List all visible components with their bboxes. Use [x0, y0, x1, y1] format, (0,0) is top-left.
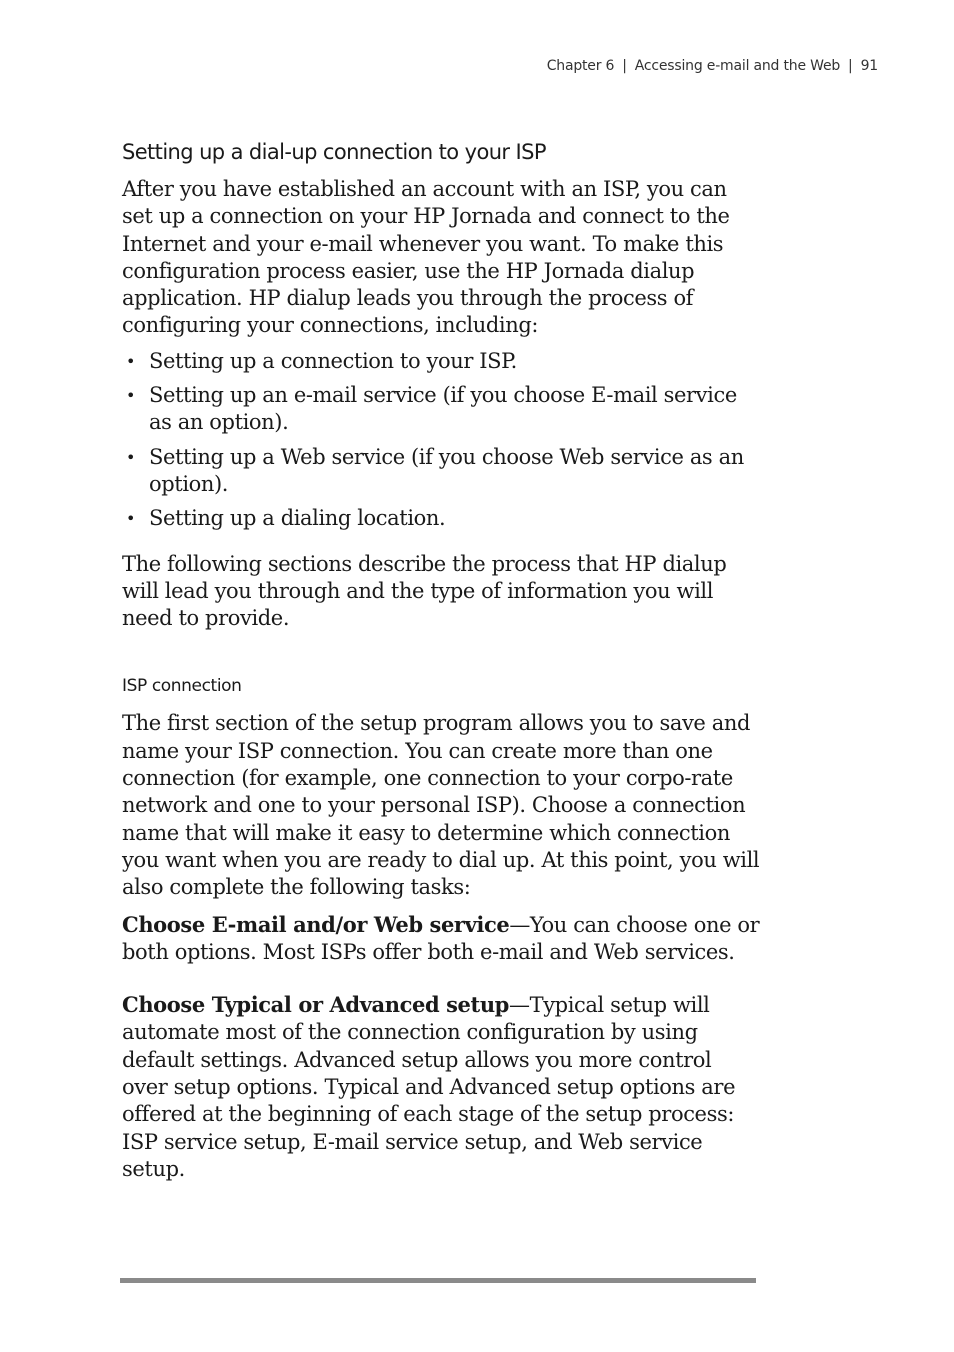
- task-email-web-label: Choose E-mail and/or Web service: [122, 911, 510, 937]
- chapter-label: Chapter 6: [546, 58, 615, 74]
- isp-connection-paragraph: The first section of the setup program allows you to save and name your ISP connection. You can create more than one connection (for example, one connection to your corpo-rate network and one to your personal ISP). Choose a connection name that will make it easy to determine which connection you want when you are ready to dial up. At this point, you will also complete the following tasks:: [122, 711, 760, 900]
- list-item-text: Setting up an e-mail service (if you choose E-mail service as an option).: [149, 383, 737, 435]
- list-item: [122, 348, 762, 375]
- intro-paragraph: After you have established an account with an ISP, you can set up a connection on your HP Jornada and connect to the Internet and your e-mail whenever you want. To make this configuration process easier, use the HP Jornada dialup application. HP dialup leads you through the process of configuring your connections, including:: [122, 177, 730, 338]
- bullet-list: [122, 348, 762, 533]
- task-typical-advanced-text: —Typical setup will automate most of the connection configuration by using default settings. Advanced setup allows you more control over setup options. Typical and Advanced setup options are offered at the beginning of each stage of the setup process: ISP service setup, E-mail service setup, and Web service setup.: [122, 993, 736, 1181]
- bullet-icon: •: [126, 351, 136, 371]
- footer-rule: [120, 1278, 756, 1283]
- page-content: [122, 140, 762, 1183]
- following-paragraph: The following sections describe the process that HP dialup will lead you through and the type of information you will need to provide.: [122, 551, 727, 631]
- task-typical-advanced-label: Choose Typical or Advanced setup: [122, 992, 509, 1018]
- task-email-web-text: —You can choose one or both options. Most ISPs offer both e-mail and Web services.: [122, 912, 760, 964]
- section-heading: Setting up a dial-up connection to your ISP: [122, 140, 546, 164]
- list-item: [122, 505, 762, 532]
- bullet-icon: •: [126, 386, 136, 406]
- bullet-icon: •: [126, 447, 136, 467]
- list-item-text: Setting up a Web service (if you choose Web service as an option).: [149, 444, 744, 496]
- chapter-title: Accessing e-mail and the Web: [634, 58, 841, 74]
- page-number: 91: [860, 58, 878, 74]
- isp-connection-heading: ISP connection: [122, 676, 242, 697]
- task-typical-advanced: [122, 991, 762, 1183]
- bullet-icon: •: [126, 509, 136, 529]
- running-header: [547, 58, 878, 74]
- list-item-text: Setting up a connection to your ISP.: [149, 348, 517, 373]
- task-email-web: [122, 911, 762, 967]
- list-item: [122, 382, 762, 437]
- list-item-text: Setting up a dialing location.: [149, 506, 446, 531]
- header-separator: |: [622, 58, 627, 74]
- header-separator: |: [848, 58, 853, 74]
- list-item: [122, 444, 762, 499]
